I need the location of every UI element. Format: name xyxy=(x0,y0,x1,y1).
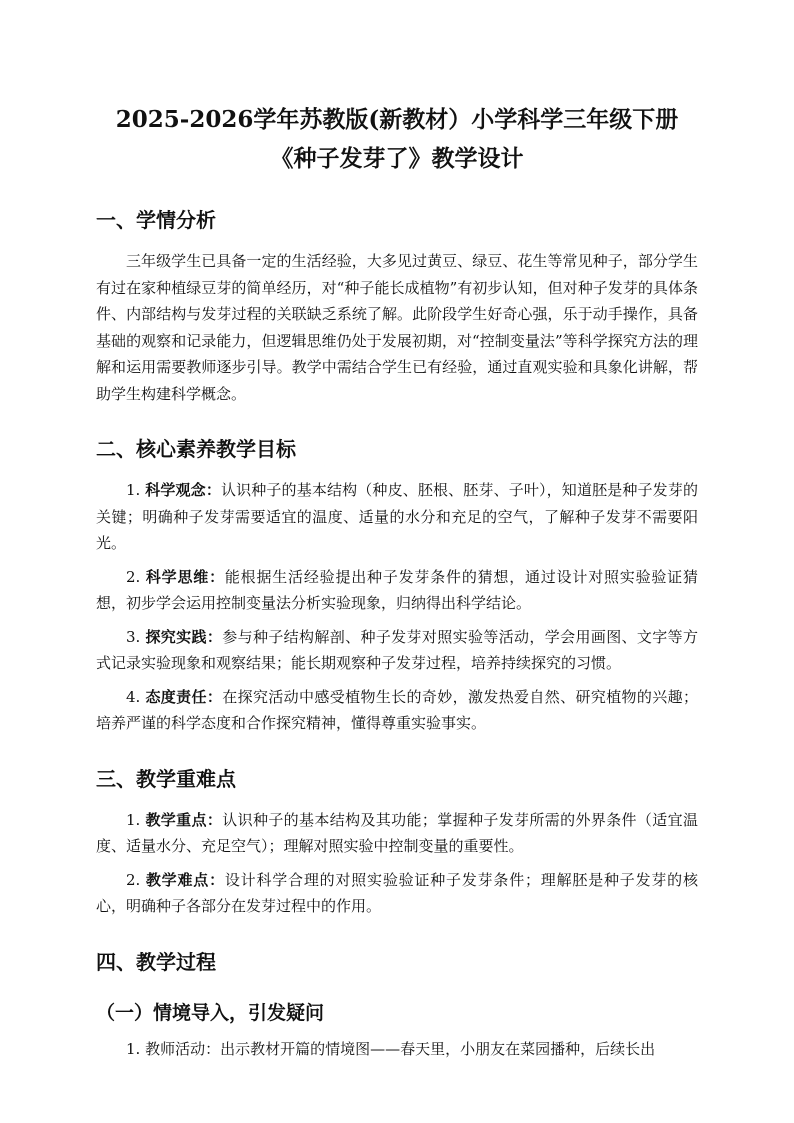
objective-item: 4. 态度责任：在探究活动中感受植物生长的奇妙，激发热爱自然、研究植物的兴趣；培养严谨的科学态度和合作探究精神，懂得尊重实验事实。 xyxy=(96,687,698,732)
objective-label: 探究实践： xyxy=(145,627,223,646)
analysis-paragraph: 三年级学生已具备一定的生活经验，大多见过黄豆、绿豆、花生等常见种子，部分学生有过在家种植绿豆芽的简单经历，对“种子能长成植物”有初步认知，但对种子发芽的具体条件、内部结构与发芽过程的关联缺乏系统了解。此阶段学生好奇心强，乐于动手操作，具备基础的观察和记录能力，但逻辑思维仍处于发展初期，对“控制变量法”等科学探究方法的理解和运用需要教师逐步引导。教学中需结合学生已有经验，通过直观实验和具象化讲解，帮助学生构建科学概念。 xyxy=(96,252,698,403)
objective-label: 态度责任： xyxy=(145,687,223,706)
objective-item: 1. 科学观念：认识种子的基本结构（种皮、胚根、胚芽、子叶），知道胚是种子发芽的关键；明确种子发芽需要适宜的温度、适量的水分和充足的空气，了解种子发芽不需要阳光。 xyxy=(96,481,698,552)
subsection-heading-intro: （一）情境导入，引发疑问 xyxy=(96,1001,325,1024)
objective-item: 3. 探究实践：参与种子结构解剖、种子发芽对照实验等活动，学会用画图、文字等方式记录实验现象和观察结果；能长期观察种子发芽过程，培养持续探究的习惯。 xyxy=(96,627,698,672)
process-item: 1. 教师活动：出示教材开篇的情境图——春天里，小朋友在菜园播种，后续长出 xyxy=(126,1039,656,1058)
document-title: 2025-2026学年苏教版(新教材）小学科学三年级下册《种子发芽了》教学设计 xyxy=(115,106,679,172)
objective-label: 科学观念： xyxy=(145,481,221,499)
section-heading-process: 四、教学过程 xyxy=(96,949,216,974)
objective-item: 2. 科学思维：能根据生活经验提出种子发芽条件的猜想，通过设计对照实验验证猜想，初步学会运用控制变量法分析实验现象，归纳得出科学结论。 xyxy=(96,567,698,612)
section-heading-analysis: 一、学情分析 xyxy=(96,208,216,232)
key-point-item: 1. 教学重点：认识种子的基本结构及其功能；掌握种子发芽所需的外界条件（适宜温度、适量水分、充足空气）；理解对照实验中控制变量的重要性。 xyxy=(96,810,698,855)
key-point-label: 教学重点： xyxy=(145,810,223,829)
section-heading-objectives: 二、核心素养教学目标 xyxy=(96,437,296,461)
section-heading-key-points: 三、教学重难点 xyxy=(96,766,236,791)
key-point-item: 2. 教学难点：设计科学合理的对照实验验证种子发芽条件；理解胚是种子发芽的核心，明确种子各部分在发芽过程中的作用。 xyxy=(96,870,698,915)
objective-label: 科学思维： xyxy=(145,567,225,586)
key-point-label: 教学难点： xyxy=(145,870,225,889)
